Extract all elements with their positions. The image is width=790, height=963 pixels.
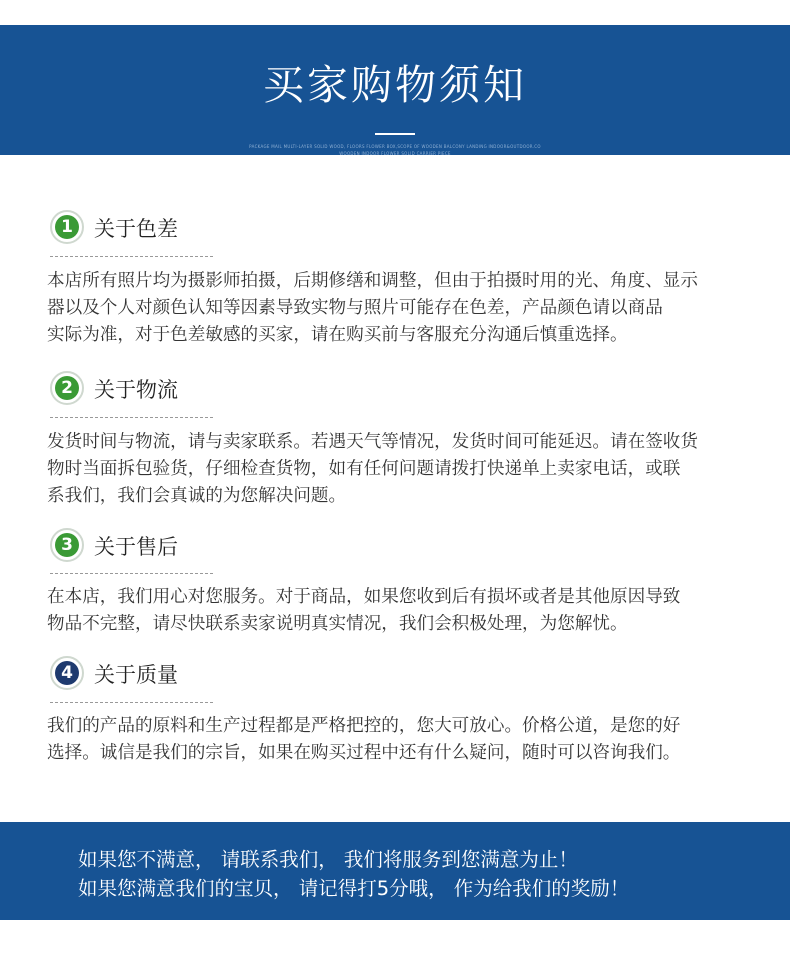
number-2-icon: 2 xyxy=(55,376,79,400)
body-line: 本店所有照片均为摄影师拍摄，后期修缮和调整，但由于拍摄时用的光、角度、显示 xyxy=(47,271,698,291)
body-line: 物品不完整，请尽快联系卖家说明真实情况，我们会积极处理，为您解忧。 xyxy=(47,614,628,634)
page-title: 买家购物须知 xyxy=(263,61,527,109)
body-line: 发货时间与物流，请与卖家联系。若遇天气等情况，发货时间可能延迟。请在签收货 xyxy=(47,432,698,452)
header-banner xyxy=(0,25,790,155)
number-1-icon: 1 xyxy=(55,215,79,239)
dashed-divider xyxy=(50,417,213,418)
section-title: 关于物流 xyxy=(94,378,178,402)
footer-line-2: 如果您满意我们的宝贝， 请记得打5分哦， 作为给我们的奖励！ xyxy=(78,877,630,900)
section-body xyxy=(47,429,752,510)
body-line: 在本店，我们用心对您服务。对于商品，如果您收到后有损坏或者是其他原因导致 xyxy=(47,587,681,607)
body-line: 我们的产品的原料和生产过程都是严格把控的，您大可放心。价格公道，是您的好 xyxy=(47,716,681,736)
number-badge xyxy=(50,528,84,562)
section-body xyxy=(47,584,752,638)
dashed-divider xyxy=(50,573,213,574)
number-3-icon: 3 xyxy=(55,533,79,557)
title-underline xyxy=(375,133,415,135)
header-subtitle-line-1: PACKAGE MAIL MULTI-LAYER SOLID WOOD, FLOORS FLOWER BOX,SCOPE OF WOODEN BALCONY LANDING INDOOR&OUTDOOR.CO xyxy=(249,144,541,149)
number-badge xyxy=(50,656,84,690)
section-title: 关于色差 xyxy=(94,217,178,241)
header-subtitle xyxy=(0,143,790,157)
body-line: 系我们，我们会真诚的为您解决问题。 xyxy=(47,486,347,506)
number-badge xyxy=(50,371,84,405)
dashed-divider xyxy=(50,256,213,257)
number-badge xyxy=(50,210,84,244)
header-subtitle-line-2: WOODEN INDOOR FLOWER SOLID CARRIER PIECE xyxy=(339,151,451,156)
section-body xyxy=(47,268,752,349)
number-4-icon: 4 xyxy=(55,661,79,685)
footer-line-1: 如果您不满意， 请联系我们， 我们将服务到您满意为止！ xyxy=(78,848,578,871)
section-body xyxy=(47,713,752,767)
body-line: 实际为准，对于色差敏感的买家，请在购买前与客服充分沟通后慎重选择。 xyxy=(47,325,628,345)
dashed-divider xyxy=(50,702,213,703)
footer-banner xyxy=(0,822,790,920)
body-line: 器以及个人对颜色认知等因素导致实物与照片可能存在色差，产品颜色请以商品 xyxy=(47,298,663,318)
section-title: 关于售后 xyxy=(94,535,178,559)
body-line: 物时当面拆包验货，仔细检查货物，如有任何问题请拨打快递单上卖家电话，或联 xyxy=(47,459,681,479)
body-line: 选择。诚信是我们的宗旨，如果在购买过程中还有什么疑问，随时可以咨询我们。 xyxy=(47,743,681,763)
section-title: 关于质量 xyxy=(94,663,178,687)
